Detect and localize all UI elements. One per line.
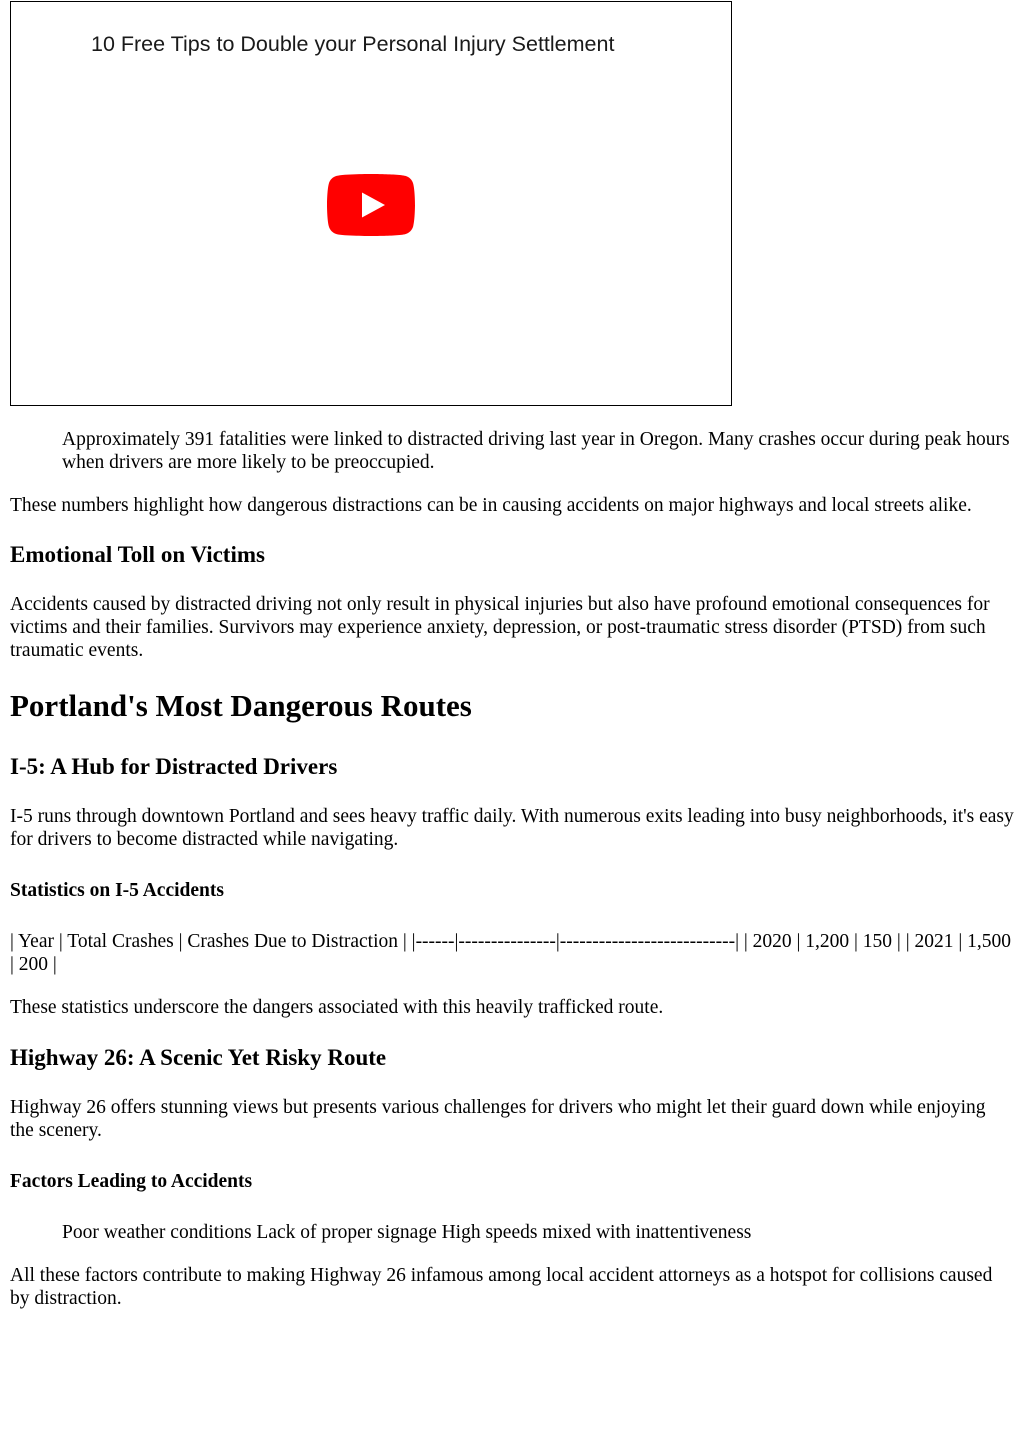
emotional-toll-heading: Emotional Toll on Victims xyxy=(10,542,265,567)
video-title[interactable]: 10 Free Tips to Double your Personal Injury Settlement xyxy=(91,32,615,56)
final-paragraph: All these factors contribute to making Highway 26 infamous among local accident attorneys as a hotspot for collisions caused by distraction. xyxy=(10,1265,993,1309)
video-embed[interactable] xyxy=(10,1,732,406)
youtube-play-icon[interactable] xyxy=(327,174,415,236)
emotional-toll-paragraph: Accidents caused by distracted driving not only result in physical injuries but also have profound emotional consequences for victims and their families. Survivors may experience anxiety, depression, or post-traumatic stress disorder (PTSD) from such traumatic events. xyxy=(10,594,990,661)
i5-statistics-table-text: | Year | Total Crashes | Crashes Due to Distraction | |------|---------------|---------------------------| | 2020 | 1,200 | 150 | | 2021 | 1,500 | 200 | xyxy=(10,931,1012,975)
highway-26-paragraph: Highway 26 offers stunning views but presents various challenges for drivers who might let their guard down while enjoying the scenery. xyxy=(10,1097,986,1141)
i5-heading: I-5: A Hub for Distracted Drivers xyxy=(10,754,338,779)
factors-heading: Factors Leading to Accidents xyxy=(10,1171,253,1192)
highway-26-heading: Highway 26: A Scenic Yet Risky Route xyxy=(10,1045,387,1070)
dangerous-routes-heading: Portland's Most Dangerous Routes xyxy=(10,688,472,723)
fatalities-quote: Approximately 391 fatalities were linked to distracted driving last year in Oregon. Many crashes occur during peak hours when drivers are more likely to be preoccupied. xyxy=(62,429,1010,473)
numbers-paragraph: These numbers highlight how dangerous distractions can be in causing accidents on major highways and local streets alike. xyxy=(10,495,972,516)
article xyxy=(0,1,1024,1310)
factors-quote: Poor weather conditions Lack of proper signage High speeds mixed with inattentiveness xyxy=(62,1222,752,1243)
statistics-paragraph: These statistics underscore the dangers associated with this heavily trafficked route. xyxy=(10,997,664,1018)
i5-paragraph: I-5 runs through downtown Portland and sees heavy traffic daily. With numerous exits leading into busy neighborhoods, it's easy for drivers to become distracted while navigating. xyxy=(10,806,1014,850)
i5-statistics-heading: Statistics on I-5 Accidents xyxy=(10,880,224,901)
